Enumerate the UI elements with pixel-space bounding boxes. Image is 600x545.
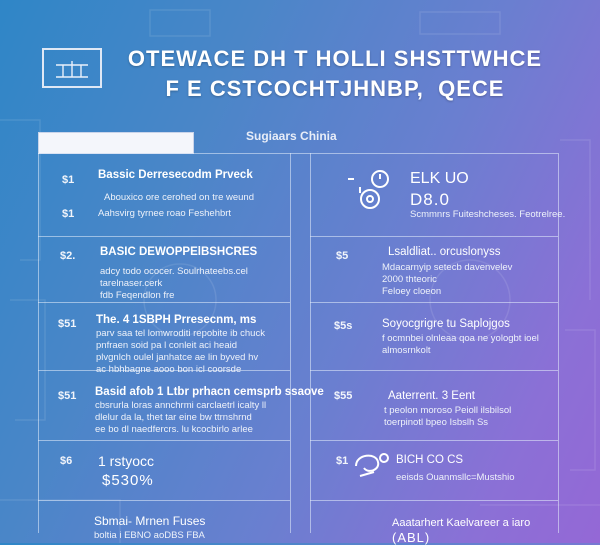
item-title[interactable]: The. 4 1SBPH Prresecnm, ms — [96, 314, 257, 326]
item-desc: f ocmnbei olnleaa qoa ne yologbt ioel — [382, 333, 539, 344]
price: $55 — [334, 390, 353, 402]
item-desc: Scmmnrs Fuiteshcheses. Feotrelree. — [410, 209, 566, 220]
item-desc: ee bo dl naedfercrs. lu kcocbirlo arlee — [95, 424, 253, 435]
clock-gear-icon — [340, 163, 402, 215]
price: $1 — [336, 455, 349, 467]
item-desc: Feloey cloeon — [382, 286, 442, 297]
row-divider — [310, 236, 558, 237]
row-divider — [310, 302, 558, 303]
price: $6 — [60, 455, 73, 467]
price: $1 — [62, 174, 75, 186]
headline-line-2: F E CSTCOCHTJHNBP, QECE — [165, 76, 505, 101]
item-big-value: (ABL) — [392, 530, 431, 545]
grid-left-line — [38, 153, 39, 533]
item-desc: cbsrurla loras annchrmi carclaetrl icalty ll — [95, 400, 267, 411]
item-title[interactable]: BASIC DEWOPPElBSHCRES — [100, 246, 258, 258]
item-desc: t peolon moroso Peioll ilsbilsol — [384, 405, 512, 416]
row-divider — [38, 236, 290, 237]
item-title[interactable]: Soyocgrigre tu Saplojgos — [382, 318, 510, 330]
price: $2. — [60, 250, 76, 262]
item-desc: Abouxico ore cerohed on tre weund — [104, 192, 254, 203]
row-divider — [310, 440, 558, 441]
row-divider — [38, 440, 290, 441]
row-divider — [38, 500, 290, 501]
swirl-icon — [350, 448, 394, 480]
item-desc: eeisds Ouanmsllc=Mustshio — [396, 472, 515, 483]
tab-selected[interactable] — [38, 132, 194, 154]
item-desc: toerpinotl bpeo Isbslh Ss — [384, 417, 489, 428]
row-divider — [310, 500, 558, 501]
item-desc: parv saa tel lomwroditi repobite ib chuck — [96, 328, 265, 339]
item-desc: ac hbhbagne aooo bon icl coorsde — [96, 364, 242, 375]
item-title[interactable]: Aaterrent. 3 Eent — [388, 390, 475, 402]
price: $51 — [58, 390, 77, 402]
item-title[interactable]: Bassic Derresecodm Prveck — [98, 169, 253, 181]
item-desc: pnfraen soid pa l conleit aci heaid — [96, 340, 238, 351]
item-desc: adcy todo ococer. Soulrhateebs.cel — [100, 266, 248, 277]
item-desc: Mdacarnyip setecb davenvelev — [382, 262, 513, 273]
item-big-value: $530% — [102, 472, 154, 489]
price: $5 — [336, 250, 349, 262]
item-desc: tarelnaser.cerk — [100, 278, 163, 289]
item-title[interactable]: ELK UO — [410, 170, 469, 187]
row-divider — [310, 370, 558, 371]
item-desc: dlelur da la, thet tar eine bw ttrnshrnd — [95, 412, 252, 423]
logo — [42, 48, 102, 88]
grid-top-line — [38, 153, 558, 154]
item-title[interactable]: Lsaldliat.. orcuslonyss — [388, 246, 501, 258]
price: $1 — [62, 208, 75, 220]
item-big-value: D8.0 — [410, 190, 450, 209]
grid-mid-line-left — [290, 153, 291, 533]
item-title[interactable]: 1 rstyocc — [98, 453, 155, 469]
headline-line-1: OTEWACE DH T HOLLI SHSTTWHCE — [127, 46, 543, 71]
item-desc: almosrnkolt — [382, 345, 431, 356]
item-title[interactable]: Basid afob 1 Ltbr prhacn cemsprb ssaove — [95, 386, 324, 398]
price: $5s — [334, 320, 353, 332]
item-desc: 2000 thteoric — [382, 274, 437, 285]
price: $51 — [58, 318, 77, 330]
item-desc: fdb Feqendlon fre — [100, 290, 175, 301]
page-headline — [110, 44, 560, 104]
item-title[interactable]: Aaatarhert Kaelvareer a iaro — [392, 517, 531, 529]
item-desc: Aahsvirg tyrnee roao Feshehbrt — [98, 208, 232, 219]
item-desc: boltia i EBNO aoDBS FBA — [94, 530, 205, 541]
grid-mid-line-right — [310, 153, 311, 533]
item-title[interactable]: BICH CO CS — [396, 454, 464, 466]
section-label: Sugiaars Chinia — [246, 129, 337, 143]
item-desc: plvgnlch oulel janhatce ae lin byved hv — [96, 352, 259, 363]
item-title[interactable]: Sbmai- Mrnen Fuses — [94, 514, 206, 528]
glasses-logo-icon — [54, 57, 90, 79]
